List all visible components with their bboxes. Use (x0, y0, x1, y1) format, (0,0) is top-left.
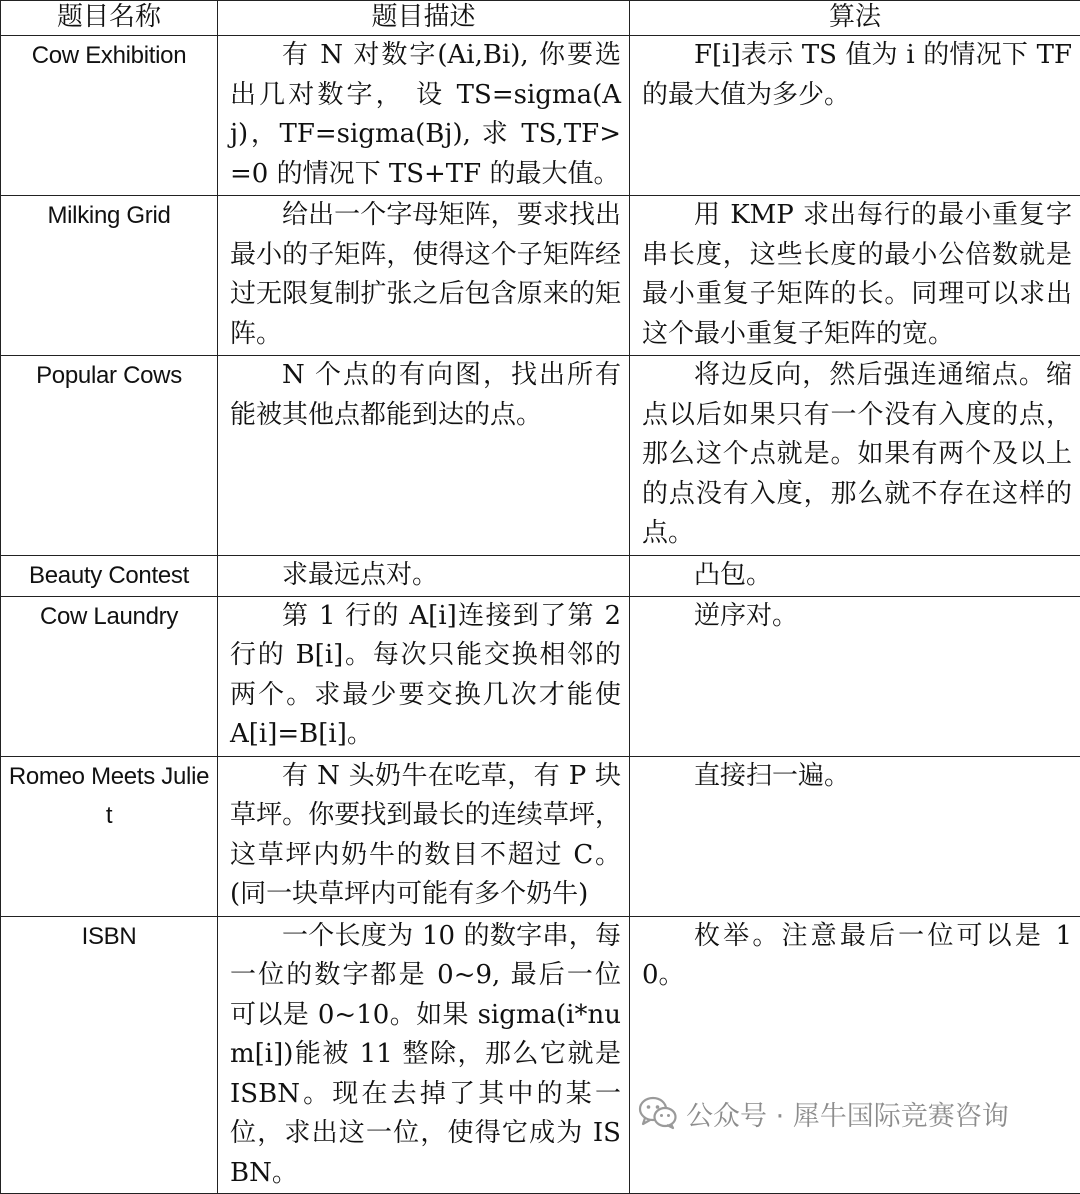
problem-description: 一个长度为 10 的数字串，每一位的数字都是 0~9, 最后一位可以是 0~10。如果 sigma(i*num[i])能被 11 整除，那么它就是 ISBN。现在去掉了其中的某一位，求出这一位，使得它成为 ISBN。 (218, 916, 630, 1194)
problem-description: 给出一个字母矩阵，要求找出最小的子矩阵，使得这个子矩阵经过无限复制扩张之后包含原来的矩阵。 (218, 196, 630, 356)
header-name: 题目名称 (1, 1, 218, 36)
problem-name: Romeo Meets Juliet (1, 756, 218, 916)
problem-name: ISBN (1, 916, 218, 1194)
table-row (1, 356, 1080, 556)
wechat-icon (638, 1096, 678, 1130)
header-algorithm: 算法 (630, 1, 1080, 36)
problem-algorithm: 用 KMP 求出每行的最小重复字串长度，这些长度的最小公倍数就是最小重复子矩阵的长。同理可以求出这个最小重复子矩阵的宽。 (630, 196, 1080, 356)
table-row (1, 196, 1080, 356)
problem-description: 第 1 行的 A[i]连接到了第 2 行的 B[i]。每次只能交换相邻的两个。求最少要交换几次才能使 A[i]=B[i]。 (218, 596, 630, 756)
table-row (1, 556, 1080, 597)
problem-description: 有 N 头奶牛在吃草，有 P 块草坪。你要找到最长的连续草坪，这草坪内奶牛的数目不超过 C。(同一块草坪内可能有多个奶牛) (218, 756, 630, 916)
table-row (1, 756, 1080, 916)
problem-algorithm: 枚举。注意最后一位可以是 10。 (630, 916, 1080, 1194)
problem-name: Cow Exhibition (1, 36, 218, 196)
problem-description: N 个点的有向图，找出所有能被其他点都能到达的点。 (218, 356, 630, 556)
problem-name: Beauty Contest (1, 556, 218, 597)
problem-algorithm: 凸包。 (630, 556, 1080, 597)
problem-name: Popular Cows (1, 356, 218, 556)
header-description: 题目描述 (218, 1, 630, 36)
table-row (1, 36, 1080, 196)
problem-algorithm: F[i]表示 TS 值为 i 的情况下 TF 的最大值为多少。 (630, 36, 1080, 196)
watermark-text: 公众号 · 犀牛国际竞赛咨询 (686, 1094, 1009, 1133)
table-row (1, 916, 1080, 1194)
watermark (638, 1090, 1009, 1136)
problem-description: 求最远点对。 (218, 556, 630, 597)
problem-algorithm: 将边反向，然后强连通缩点。缩点以后如果只有一个没有入度的点，那么这个点就是。如果有两个及以上的点没有入度，那么就不存在这样的点。 (630, 356, 1080, 556)
problem-name: Milking Grid (1, 196, 218, 356)
problem-algorithm: 直接扫一遍。 (630, 756, 1080, 916)
table-row (1, 596, 1080, 756)
header-row (1, 1, 1080, 36)
problem-algorithm: 逆序对。 (630, 596, 1080, 756)
problem-description: 有 N 对数字(Ai,Bi), 你要选出几对数字， 设 TS=sigma(Aj)，TF=sigma(Bj), 求 TS,TF>=0 的情况下 TS+TF 的最大值。 (218, 36, 630, 196)
problem-name: Cow Laundry (1, 596, 218, 756)
